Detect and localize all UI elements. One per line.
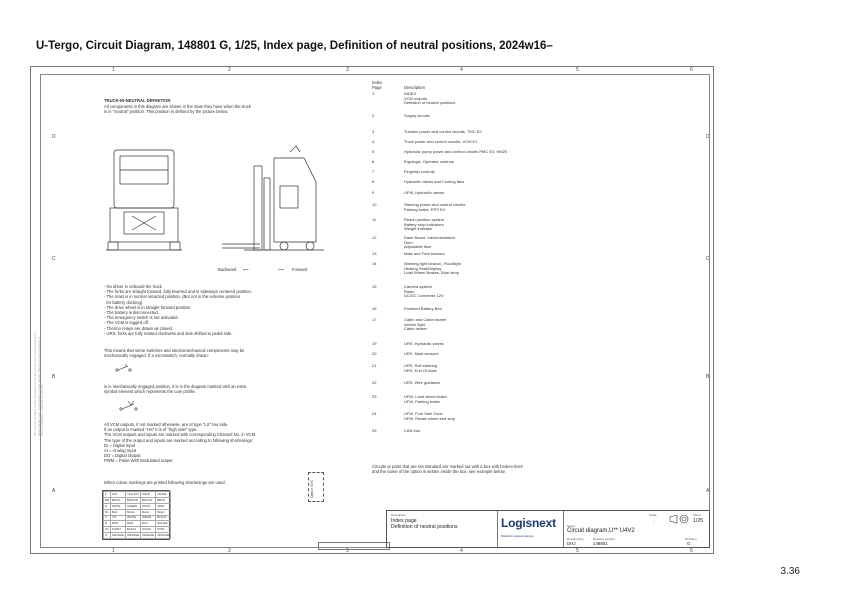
- legend-cell: ORANGE: [111, 533, 125, 538]
- index-page-number: 3: [372, 129, 375, 134]
- row-letter: D: [52, 134, 56, 140]
- legend-cell: SV: [105, 527, 109, 532]
- forward-arrow-icon: ⟶: [278, 267, 285, 272]
- neutral-intro: All components in this diagram are shown in the state they have when the truck is in "neutral" position. This position is defined by the picture below.: [104, 104, 251, 115]
- legend-cell: BLÅ: [110, 509, 125, 515]
- legend-cell: VERT: [156, 503, 171, 509]
- legend-cell: JAUNE: [156, 492, 171, 498]
- page-number: 3.36: [780, 566, 800, 577]
- legend-cell: SCHW.: [141, 527, 156, 533]
- legend-cell: BRUN: [156, 497, 171, 503]
- page-title: U-Tergo, Circuit Diagram, 148801 G, 1/25, Index page, Definition of neutral positions, 2024w16–: [36, 40, 553, 52]
- designed-label: Designed by: [567, 537, 584, 541]
- index-description: Reach position system Battery stop indicators Weight indicator: [404, 217, 445, 232]
- index-page-number: 17: [372, 317, 377, 322]
- index-description: Cabin and Cabin heater Interior light Cabin heater: [404, 317, 447, 332]
- legend-cell: Z: [104, 492, 111, 498]
- legend-cell: V: [104, 515, 111, 521]
- legend-cell: GUL: [110, 492, 125, 498]
- index-description: URS, Rail steering URS, End Of Aisle: [404, 363, 437, 373]
- index-description: CAN bus: [404, 428, 421, 433]
- index-description: URS, Wire guidance: [404, 380, 441, 385]
- index-page-number: 10: [372, 202, 377, 207]
- col-number: 4: [460, 67, 463, 73]
- legend-cell: WHITE: [126, 515, 141, 521]
- row-letter: A: [52, 488, 56, 494]
- index-page-number: 20: [372, 351, 377, 356]
- col-number: 3: [346, 67, 349, 73]
- index-description: Powered Battery Bed: [404, 306, 442, 311]
- truck-illustration: [104, 142, 334, 260]
- logo-subtitle: Mitsubishi Logisnext Europe: [501, 535, 534, 538]
- legend-cell: ROT: [141, 521, 156, 527]
- backward-label: Backward: [218, 267, 237, 272]
- legend-cell: O: [104, 533, 111, 539]
- title-block-description: Index page Definition of neutral positions: [391, 518, 458, 530]
- legend-cell: ORANGE: [157, 533, 170, 538]
- microswitch-symbol: [114, 364, 136, 376]
- index-page-number: 2: [372, 113, 375, 118]
- row-letter: C: [52, 256, 56, 262]
- scale-value: -: [653, 518, 655, 523]
- col-number: 5: [576, 548, 579, 554]
- col-number: 6: [690, 548, 693, 554]
- legend-cell: BLAU: [141, 509, 156, 515]
- name-label: Name: [567, 524, 576, 528]
- logisnext-logo: Logisnext: [501, 516, 556, 530]
- index-page-number: 23: [372, 394, 377, 399]
- designed-by: DHJ: [567, 541, 576, 546]
- index-description: Ergologic, Operator controls: [404, 159, 454, 164]
- legend-cell: GELB: [141, 492, 156, 498]
- legend-cell: GRÖN: [110, 503, 125, 509]
- legend-cell: VIT: [110, 515, 125, 521]
- vcm-note: All VCM outputs, if not marked otherwise, are of type "LS" low side. If an output is marked "HS" it is of "high side" type. The VCM outputs and inputs are marked with corresponding Channel No. in VCM The type of the output and inputs are marked according to following shortenings: DI = Digital Input AI = Analog Input DO = Digital Output PWM = Pulse With Modulated output: [104, 422, 256, 464]
- row-letter: B: [706, 374, 710, 380]
- legend-cell: SVART: [110, 527, 125, 533]
- engaged-note: is in mechanically engaged position, it is in the diagram marked with an extra symbol element which represents the cam profile.: [104, 384, 247, 395]
- legend-cell: R: [104, 521, 111, 527]
- index-page-number: 14: [372, 261, 377, 266]
- index-description: INDEX VCM outputs Definition of neutral positions: [404, 91, 456, 106]
- title-block: [386, 510, 710, 548]
- legend-cell: BROWN: [126, 497, 141, 503]
- index-description: Camera system Radio DC/DC Converter 12V: [404, 284, 444, 299]
- index-page-number: 13: [372, 251, 377, 256]
- row-letter: D: [706, 134, 710, 140]
- index-page-number: 21: [372, 363, 377, 368]
- row-letter: B: [52, 374, 56, 380]
- legend-cell: BL: [105, 509, 109, 514]
- revision-label: Revision: [685, 537, 697, 541]
- description-label: Description: [391, 513, 407, 517]
- col-number: 6: [690, 67, 693, 73]
- index-page-number: 7: [372, 169, 375, 174]
- legend-cell: BLEU: [156, 509, 171, 515]
- col-number: 4: [460, 548, 463, 554]
- legend-cell: ORANGE: [127, 533, 140, 538]
- index-page-number: 6: [372, 159, 375, 164]
- option-box-label: Option XXX: [310, 480, 314, 498]
- bottom-scale-bar: [318, 542, 390, 550]
- legend-cell: BRAUN: [141, 497, 156, 503]
- legend-cell: YELLOW: [127, 491, 139, 496]
- index-page-number: 11: [372, 217, 377, 222]
- index-description: Dash Board, Instrumentation Horn Adjustable floor: [404, 235, 455, 250]
- legend-cell: RED: [126, 521, 141, 527]
- drawing-number-label: Drawing number: [593, 537, 616, 541]
- revision-value: G: [687, 541, 691, 546]
- index-page-number: 15: [372, 284, 377, 289]
- legend-cell: BLUE: [126, 509, 141, 515]
- legend-cell: ROUGE: [156, 521, 171, 527]
- index-description: Supply circuits: [404, 113, 430, 118]
- index-description: Traction power and control circuits, TMC E2: [404, 129, 482, 134]
- index-page-number: 5: [372, 149, 375, 154]
- sheet-value: 1/25: [693, 518, 704, 524]
- index-footnote: Circuits or parts that are not standard are marked out with a box with broken lines and the name of the option is written inside the box, see example below.: [372, 464, 523, 475]
- legend-row: [104, 533, 171, 539]
- col-number: 2: [228, 548, 231, 554]
- index-page-number: 16: [372, 306, 377, 311]
- backward-arrow-icon: ⟵: [243, 267, 250, 272]
- legend-cell: BLACK: [126, 527, 141, 533]
- neutral-heading: TRUCK-IN-NEUTRAL DEFINITION: [104, 98, 171, 103]
- legend-cell: G: [104, 503, 111, 509]
- colour-legend-table: [102, 490, 170, 540]
- legend-cell: ORANGE: [142, 533, 155, 538]
- legend-cell: BR: [105, 497, 109, 502]
- index-description: Hydraulic pump power and control circuits PMC E3, HM20: [404, 149, 508, 154]
- col-number: 1: [112, 548, 115, 554]
- index-description: Steering power and control circuits Parking brake, EPS E4: [404, 202, 466, 212]
- legend-cell: BLANC: [156, 515, 171, 521]
- index-description: UFW, Load wheel brake UFW, Parking brake: [404, 394, 447, 404]
- row-letter: A: [706, 488, 710, 494]
- col-number: 2: [228, 67, 231, 73]
- col-number: 5: [576, 67, 579, 73]
- col-number: 1: [112, 67, 115, 73]
- col-number: 3: [346, 548, 349, 554]
- index-page-number: 22: [372, 380, 377, 385]
- index-col-desc: Description: [404, 85, 425, 90]
- forward-label: Forward: [292, 267, 308, 272]
- colour-note: When colour markings are printed following shortenings are used:: [104, 480, 226, 485]
- index-page-number: 1: [372, 91, 375, 96]
- index-page-number: 4: [372, 139, 375, 144]
- scale-label: Scale: [649, 513, 657, 517]
- legend-cell: GREEN: [126, 503, 141, 509]
- index-description: URS, Mast sensors: [404, 351, 439, 356]
- index-description: Mast and Fork sensors: [404, 251, 445, 256]
- mechanical-note: This means that some switches and electromechanical components may be mechanically engaged. If a microswitch, normally drawn:: [104, 348, 245, 359]
- index-page-number: 9: [372, 190, 375, 195]
- drawing-number: 148801: [593, 541, 608, 546]
- legend-cell: BRUN: [110, 497, 125, 503]
- index-description: UFW, Fork Safe Zone UFW, Rotate wheel end stop: [404, 411, 455, 421]
- index-description: Fingertip controls: [404, 169, 435, 174]
- legend-cell: GRÜN: [141, 503, 156, 509]
- index-description: Hydraulic valves and Cooling fans: [404, 179, 465, 184]
- index-page-number: 12: [372, 235, 377, 240]
- index-page-number: 25: [372, 428, 377, 433]
- index-page-number: 8: [372, 179, 375, 184]
- copyright-side-text: We reserve all rights in this document and in the information contained therein. Reproduction, use or disclosure to third parties without express authority is strictly forbidden. Logisnext Europe AB: [33, 331, 45, 436]
- legend-cell: WEISS: [141, 515, 156, 521]
- index-page-number: 24: [372, 411, 377, 416]
- index-description: URS, Hydraulic valves: [404, 341, 444, 346]
- neutral-conditions: - No driver in onboard the truck. - The forks are straight forward, fully lowered and in sideways centered position. - The mast is in normal retracted position. (But not in the extreme position for battery docking). - The drive wheel is in straight forward position. - The battery is disconnected. - The emergency switch is not activated. - The VCM is logged off. - Thermo relays are drawn as closed. - URS, forks are fully rotated clockwise and side shifted to pedal side.: [104, 284, 252, 336]
- index-page-number: 19: [372, 341, 377, 346]
- index-description: Warning light beacon, Floodlight Heating Seat/Display Load Wheel Brakes, Blue lamp: [404, 261, 461, 276]
- index-description: Truck power and control circuits, VCM E1: [404, 139, 478, 144]
- sheet-label: Sheet: [693, 513, 701, 517]
- legend-cell: NOIR: [156, 527, 171, 533]
- legend-cell: RÖD: [110, 521, 125, 527]
- row-letter: C: [706, 256, 710, 262]
- projection-symbol-icon: [669, 514, 691, 524]
- engaged-switch-symbol: [118, 400, 142, 414]
- drawing-name: Circuit diagram,U** U4V2: [567, 528, 635, 534]
- index-col-page: Index Page: [372, 80, 383, 90]
- index-description: UFW, Hydraulic valves: [404, 190, 445, 195]
